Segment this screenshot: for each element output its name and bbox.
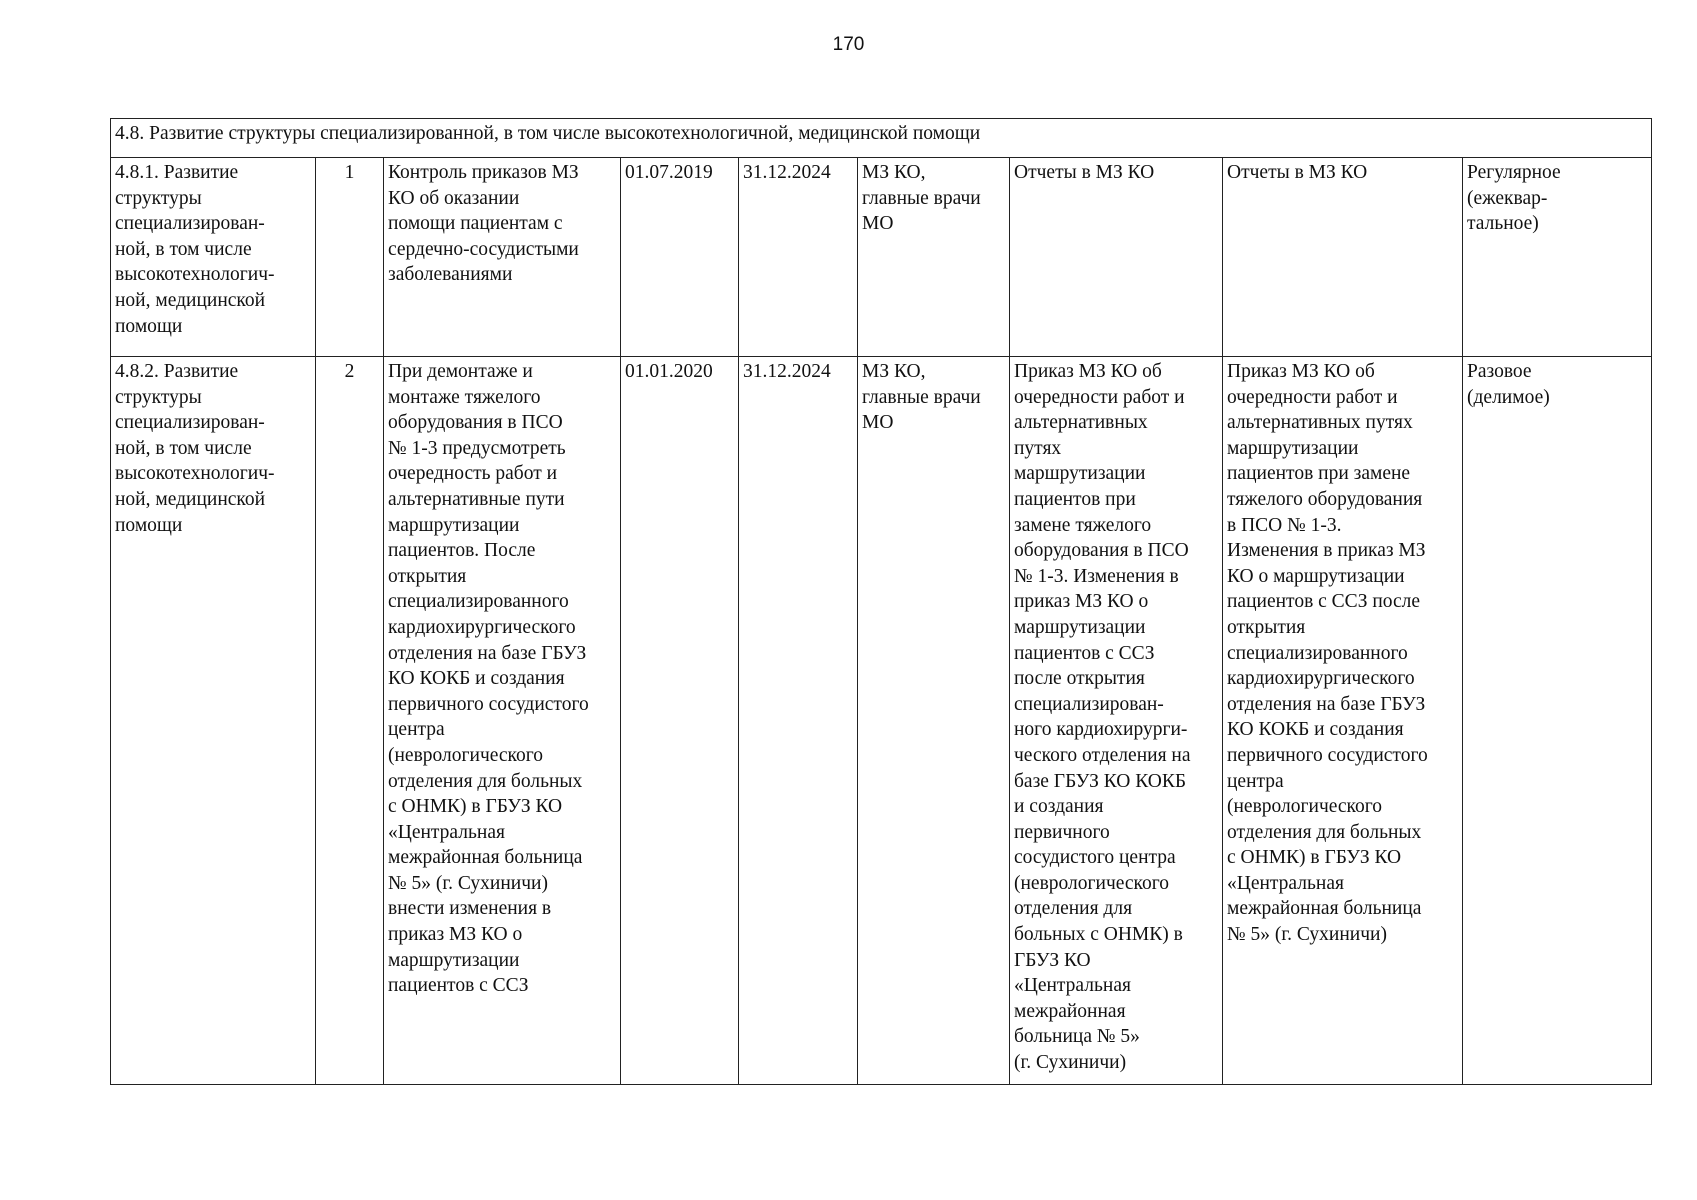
description-cell: Контроль приказов МЗ КО об оказании помощи пациентам с сердечно-сосудистыми заболеваниями: [384, 158, 621, 357]
end-date-cell: 31.12.2024: [739, 357, 858, 1085]
number-cell: 2: [316, 357, 384, 1085]
page-number: 170: [832, 34, 865, 55]
start-date-cell: 01.01.2020: [621, 357, 739, 1085]
activities-table: [110, 118, 1652, 1085]
responsible-cell: МЗ КО, главные врачи МО: [858, 357, 1010, 1085]
section-header-row: [111, 119, 1652, 158]
number-cell: 1: [316, 158, 384, 357]
indicator-cell: Приказ МЗ КО об очередности работ и альтернативных путях маршрутизации пациентов при замене тяжелого оборудования в ПСО № 1-3. Изменения в приказ МЗ КО о маршрутизации пациентов с ССЗ после открытия специализированного кардиохирургического отделения на базе ГБУЗ КО КОКБ и создания первичного сосудистого центра (неврологического отделения для больных с ОНМК) в ГБУЗ КО «Центральная межрайонная больница № 5» (г. Сухиничи): [1223, 357, 1463, 1085]
end-date-cell: 31.12.2024: [739, 158, 858, 357]
result-cell: Отчеты в МЗ КО: [1010, 158, 1223, 357]
section-title: 4.8. Развитие структуры специализированной, в том числе высокотехнологичной, медицинской помощи: [111, 119, 1652, 158]
indicator-cell: Отчеты в МЗ КО: [1223, 158, 1463, 357]
periodicity-cell: Регулярное (ежеквар- тальное): [1463, 158, 1652, 357]
result-cell: Приказ МЗ КО об очередности работ и альтернативных путях маршрутизации пациентов при замене тяжелого оборудования в ПСО № 1-3. Изменения в приказ МЗ КО о маршрутизации пациентов с ССЗ после открытия специализирован- ного кардиохирурги- ческого отделения на базе ГБУЗ КО КОКБ и создания первичного сосудистого центра (неврологического отделения для больных с ОНМК) в ГБУЗ КО «Центральная межрайонная больница № 5» (г. Сухиничи): [1010, 357, 1223, 1085]
periodicity-cell: Разовое (делимое): [1463, 357, 1652, 1085]
start-date-cell: 01.07.2019: [621, 158, 739, 357]
table-row: [111, 357, 1652, 1085]
activity-cell: 4.8.1. Развитие структуры специализирован- ной, в том числе высокотехнологич- ной, медицинской помощи: [111, 158, 316, 357]
responsible-cell: МЗ КО, главные врачи МО: [858, 158, 1010, 357]
description-cell: При демонтаже и монтаже тяжелого оборудования в ПСО № 1-3 предусмотреть очередность работ и альтернативные пути маршрутизации пациентов. После открытия специализированного кардиохирургического отделения на базе ГБУЗ КО КОКБ и создания первичного сосудистого центра (неврологического отделения для больных с ОНМК) в ГБУЗ КО «Центральная межрайонная больница № 5» (г. Сухиничи) внести изменения в приказ МЗ КО о маршрутизации пациентов с ССЗ: [384, 357, 621, 1085]
activity-cell: 4.8.2. Развитие структуры специализирован- ной, в том числе высокотехнологич- ной, медицинской помощи: [111, 357, 316, 1085]
table-row: [111, 158, 1652, 357]
